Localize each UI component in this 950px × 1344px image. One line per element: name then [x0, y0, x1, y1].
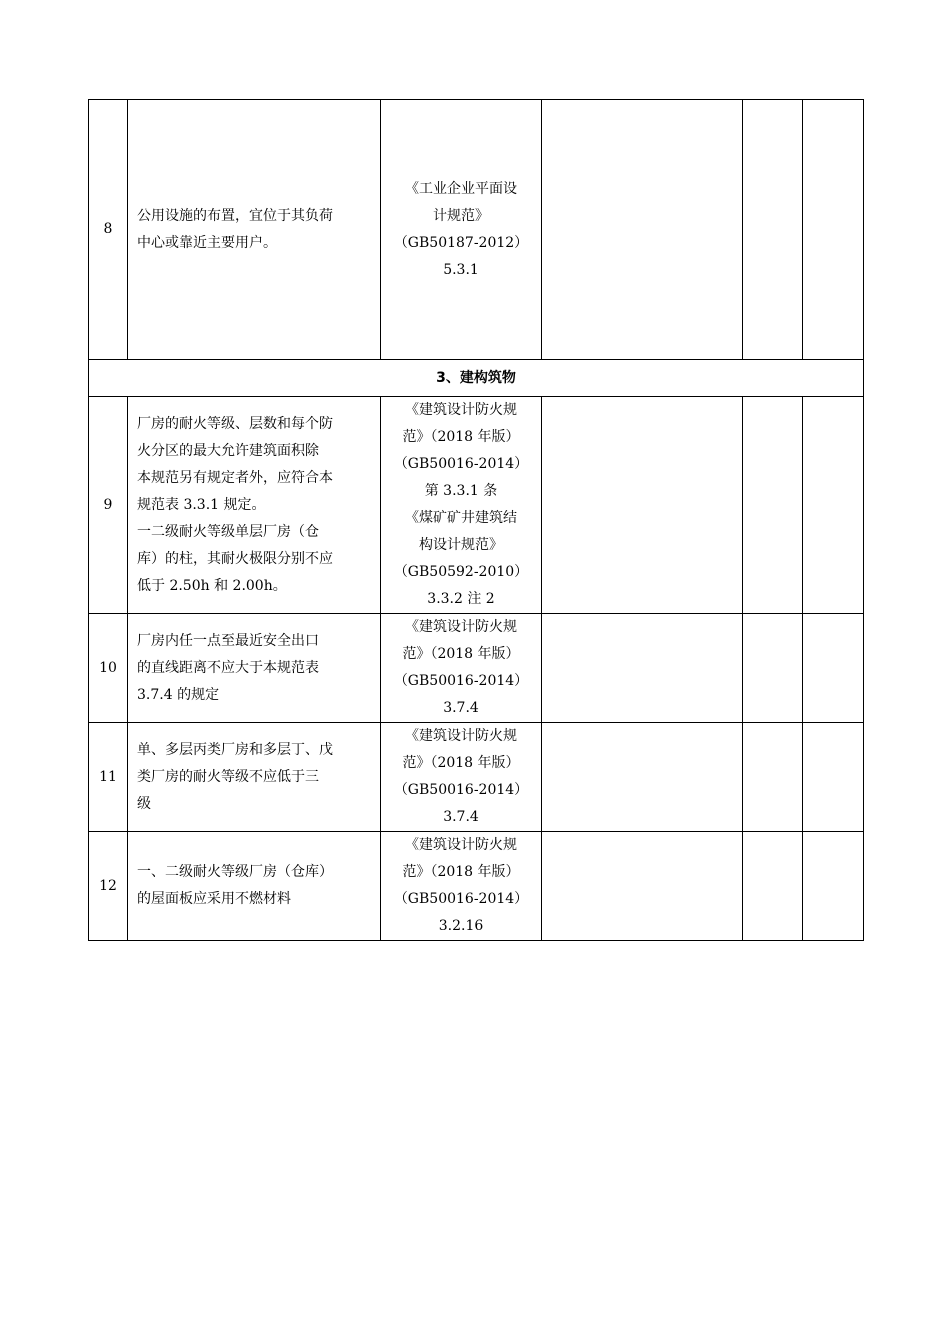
check-basis: 《建筑设计防火规 范》（2018 年版） （GB50016-2014） 第 3.3.1 条 《煤矿矿井建筑结 构设计规范》 （GB50592-2010） 3.3.2 注 2: [381, 397, 542, 614]
row-number: 8: [89, 100, 128, 360]
table-row: [89, 100, 864, 360]
check-remark-cell: [803, 614, 864, 723]
check-content: 厂房内任一点至最近安全出口 的直线距离不应大于本规范表 3.7.4 的规定: [128, 614, 381, 723]
check-content: 单、多层丙类厂房和多层丁、戊 类厂房的耐火等级不应低于三 级: [128, 723, 381, 832]
row-number: 9: [89, 397, 128, 614]
check-remark-cell: [803, 723, 864, 832]
check-conclusion-cell: [743, 100, 803, 360]
check-conclusion-cell: [743, 723, 803, 832]
check-result-cell: [542, 832, 743, 941]
table-row: [89, 723, 864, 832]
check-result-cell: [542, 723, 743, 832]
table-row: [89, 832, 864, 941]
section-title: 3、建构筑物: [89, 360, 864, 397]
section-row: [89, 360, 864, 397]
row-number: 10: [89, 614, 128, 723]
row-number: 11: [89, 723, 128, 832]
check-remark-cell: [803, 397, 864, 614]
check-conclusion-cell: [743, 614, 803, 723]
check-remark-cell: [803, 100, 864, 360]
check-result-cell: [542, 397, 743, 614]
check-basis: 《建筑设计防火规 范》（2018 年版） （GB50016-2014） 3.7.4: [381, 614, 542, 723]
table-row: [89, 614, 864, 723]
inspection-checklist-table: [88, 99, 864, 941]
check-remark-cell: [803, 832, 864, 941]
check-conclusion-cell: [743, 397, 803, 614]
check-basis: 《建筑设计防火规 范》（2018 年版） （GB50016-2014） 3.7.4: [381, 723, 542, 832]
check-basis: 《建筑设计防火规 范》（2018 年版） （GB50016-2014） 3.2.16: [381, 832, 542, 941]
row-number: 12: [89, 832, 128, 941]
check-result-cell: [542, 614, 743, 723]
check-content: 公用设施的布置，宜位于其负荷 中心或靠近主要用户。: [128, 100, 381, 360]
check-content: 厂房的耐火等级、层数和每个防 火分区的最大允许建筑面积除 本规范另有规定者外，应符合本 规范表 3.3.1 规定。 一二级耐火等级单层厂房（仓 库）的柱，其耐火极限分别不应 低于 2.50h 和 2.00h。: [128, 397, 381, 614]
check-conclusion-cell: [743, 832, 803, 941]
check-result-cell: [542, 100, 743, 360]
check-content: 一、二级耐火等级厂房（仓库） 的屋面板应采用不燃材料: [128, 832, 381, 941]
table-row: [89, 397, 864, 614]
check-basis: 《工业企业平面设 计规范》 （GB50187-2012） 5.3.1: [381, 100, 542, 360]
